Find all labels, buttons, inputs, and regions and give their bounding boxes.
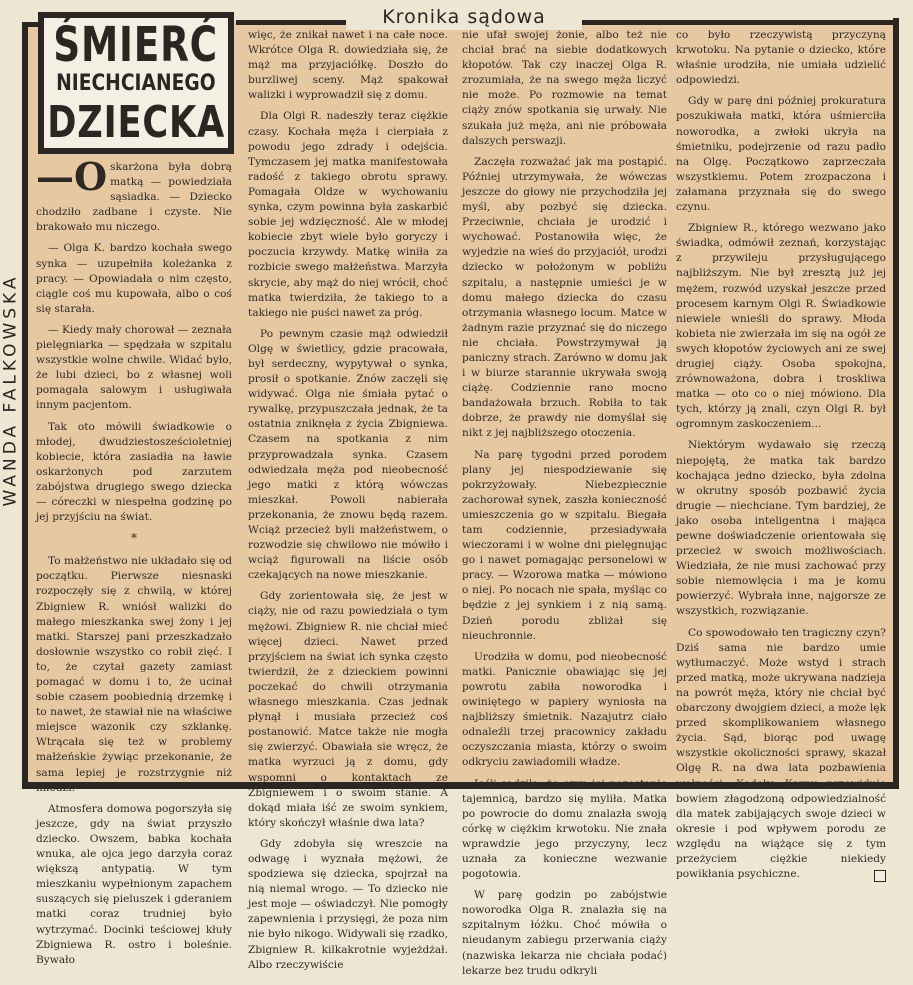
paragraph: więc, że znikał nawet i na całe noce. Wkrótce Olga R. dowiedziała się, że mąż ma przyjaciółkę. Doszło do burzliwej sceny. Mąż spakował walizki i wyprowadził się z domu.: [248, 29, 448, 102]
section-header: Kronika sądowa: [346, 4, 582, 30]
paragraph-final: [676, 626, 886, 883]
paragraph: Tak oto mówili świadkowie o młodej, dwudziestosześcioletniej kobiecie, która zasiadła na ławie oskarżonych pod zarzutem zabójstwa drugiego swego dziecka — córeczki w niespełna godzinę po jej przyjściu na świat.: [36, 420, 232, 524]
paragraph: Dla Olgi R. nadeszły teraz ciężkie czasy. Kochała męża i cierpiała z powodu jego zdrady i odejścia. Tymczasem jej matka manifestowała radość z takiego obrotu sprawy. Pomagała Oldze w wychowaniu synka, czym powinna była zaskarbić sobie jej wdzięczność. Ale w młodej kobiecie zbyt wiele było goryczy i poczucia krzywdy. Matkę winiła za rozbicie swego małżeństwa. Marzyła skrycie, aby mąż do niej wrócił, choć matka twierdziła, że takiego to a takiego nie puści nawet za próg.: [248, 110, 448, 319]
frame-border-top-right: [582, 20, 899, 25]
author-name: WANDA FALKOWSKA: [1, 273, 22, 507]
paragraph: Urodziła w domu, pod nieobecność matki. Panicznie obawiając się jej powrotu zabiła noworodka i owiniętego w papiery wyniosła na najbliższy śmietnik. Nazajutrz ciało odnaleźli trzej pracownicy zakładu oczyszczania miasta, którzy o swoim odkryciu zawiadomili władze.: [462, 650, 667, 769]
paragraph: nie ufał swojej żonie, albo też nie chciał brać na siebie dodatkowych kłopotów. Tak czy inaczej Olga R. zrozumiała, że na swego męża liczyć nie może. Po rozmowie na temat ciąży znów spotkania się urwały. Nie szukała już męża, ani nie próbowała dalszych perswazji.: [462, 29, 667, 147]
paragraph: — Olga K. bardzo kochała swego synka — uzupełniła koleżanka z pracy. — Opowiadała o nim często, ciągle coś mu kupowała, albo o coś się starała.: [36, 242, 232, 315]
paragraph: Po pewnym czasie mąż odwiedził Olgę w świetlicy, gdzie pracowała, był serdeczny, wypytywał o synka, prosił o spotkanie. Znów zaczęli się widywać. Olga nie śmiała pytać o rywalkę, przypuszczała jednak, że ta ostatnia zniknęła z życia Zbigniewa. Czasem na spotkania z nim przyprowadzała synka. Czasem odwiedzała męża pod nieobecność jego matki z którą wówczas mieszkał. Powoli nabierała przekonania, że znowu będą razem. Wciąż przecież byli małżeństwem, o rozwodzie się chwilowo nie mówiło i wciąż figurowali na liście osób czekających na nowe mieszkanie.: [248, 327, 448, 582]
paragraph: Jeśli sądziła, że czyn jej pozostanie tajemnicą, bardzo się myliła. Matka po powrocie do domu znalazła swoją córkę w ciężkim krwotoku. Nie znała wprawdzie jego przyczyny, lecz uznała za konieczne wezwanie pogotowia.: [462, 777, 667, 881]
paragraph: Gdy zorientowała się, że jest w ciąży, nie od razu powiedziała o tym mężowi. Zbigniew R. nie chciał mieć więcej dzieci. Nawet przed przyjściem na świat ich synka często twierdził, że z dzieckiem powinni poczekać do chwili otrzymania własnego mieszkania. Czas jednak płynął i musiała przecież coś postanowić. Matce także nie mogła się zwierzyć. Obawiała sie wręcz, że matka wyrzuci ją z domu, gdy wspomni o kontaktach ze Zbigniewem i o swoim stanie. A dokąd miała iść ze swoim synkiem, który skończył właśnie dwa lata?: [248, 590, 448, 829]
headline-line-2: NIECHCIANEGO: [56, 71, 216, 96]
paragraph: Gdy w parę dni później prokuratura poszukiwała matki, która uśmierciła noworodka, a zwłoki ukryła na śmietniku, podejrzenie od razu padło na Olgę. Początkowo zaprzeczała wszystkiemu. Potem zrozpaczona i załamana przyznała się do swego czynu.: [676, 95, 886, 214]
paragraph: Gdy zdobyła się wreszcie na odwagę i wyznała mężowi, że spodziewa się dziecka, spojrzał na nią niemal wrogo. — To dziecko nie jest moje — oświadczył. Nie pomogły zapewnienia i przysięgi, że poza nim nie było nikogo. Widywali się rzadko, Zbigniew R. kilkakrotnie wyjeżdżał. Albo rzeczywiście: [248, 837, 448, 971]
article-column-1: [36, 154, 232, 974]
section-separator: *: [131, 531, 137, 546]
frame-border-right: [893, 18, 899, 789]
paragraph: Zbigniew R., którego wezwano jako świadka, odmówił zeznań, korzystając z przywileju przysługującego najbliższym. Nie był zresztą już jej mężem, rozwód uzyskał jeszcze przed procesem karnym Olgi R. Świadkowie niewiele wnieśli do sprawy. Młoda kobieta nie zwierzała im się na ogół ze swych kłopotów życiowych ani ze swej drugiej ciąży. Osoba spokojna, zrównoważona, dobra i troskliwa matka — oto co o niej mówiono. Dla tych, którzy ją znali, czyn Olgi R. był ogromnym zaskoczeniem...: [676, 222, 886, 431]
paragraph: co było rzeczywistą przyczyną krwotoku. Na pytanie o dziecko, które właśnie urodziła, nie umiała udzielić odpowiedzi.: [676, 29, 886, 87]
paragraph: Niektórym wydawało się rzeczą niepojętą, że matka tak bardzo kochająca jedno dziecko, była zdolna w okrutny sposób pozbawić życia drugie — niechciane. Tym bardziej, że jako osoba inteligentna i mająca pewne doświadczenie orientowała się przecież w swoich możliwościach. Wiedziała, że nie musi zachować przy sobie niemowlęcia i ma je komu powierzyć. Wybrała inne, najgorsze ze wszystkich, rozwiązanie.: [676, 439, 886, 618]
paragraph: W parę godzin po zabójstwie noworodka Olga R. znalazła się na szpitalnym łóżku. Choć mówiła o nieudanym zabiegu przerwania ciąży (nazwiska lekarza nie chciała podać) lekarze bez trudu odkryli: [462, 889, 667, 977]
frame-border-top-middle: [236, 20, 346, 25]
article-column-3: [462, 28, 667, 985]
article-column-2: [248, 28, 448, 979]
lead-paragraph: [36, 154, 232, 235]
frame-border-left: [22, 22, 28, 788]
lead-text: skarżona była dobrą matką — powiedziała sąsiadka. — Dziecko chodziło zadbane i czyste. Nie brakowało mu niczego.: [36, 161, 232, 234]
paragraph: To małżeństwo nie układało się od początku. Pierwsze niesnaski rozpoczęły się z chwilą, w której Zbigniew R. wniósł walizki do małego mieszkanka swej żony i jej matki. Starszej pani przeszkadzało dosłownie wszystko co robił zięć. I to, że czytał gazety zamiast pomagać w domu i to, że ucinał sobie czasem poobiednią drzemkę i to nawet, że stawiał nie na właściwe miejsce wazonik czy szklankę. Wtrącała się też w problemy małżeńskie żywiąc przekonanie, że sama lepiej je rozstrzygnie niż młodzi.: [36, 555, 232, 794]
end-of-article-square-icon: [874, 870, 886, 882]
paragraph: Atmosfera domowa pogorszyła się jeszcze, gdy na świat przyszło dziecko. Owszem, babka kochała wnuka, ale ojca jego darzyła coraz większą antypatią. W tym mieszkaniu wypełnionym zapachem suszących się pieluszek i gderaniem matki coraz trudniej było wytrzymać. Docinki teściowej kłuły Zbigniewa R. ostro i boleśnie. Bywało: [36, 802, 232, 966]
author-byline: [0, 160, 22, 620]
headline-line-3: DZIECKA: [47, 97, 225, 148]
final-paragraph-text: Co spowodowało ten tragiczny czyn? Dziś sama nie bardzo umie wytłumaczyć. Może wstyd i strach przed matką, może ukrywana nadzieja na powrót męża, który nie chciał być obarczony dwojgiem dzieci, a może lęk przed skomplikowaniem własnego życia. Sąd, biorąc pod uwagę wszystkie okoliczności sprawy, skazał Olgę R. na dwa lata pozbawienia wolności. Kodeks Karny przewiduje bowiem złagodzoną odpowiedzialność dla matek zabijających swoje dzieci w okresie i pod wpływem porodu ze względu na wiążące się z tym przeżyciem ciężkie niekiedy powikłania psychiczne.: [676, 626, 886, 881]
headline-box: [38, 12, 234, 154]
article-column-4: [676, 28, 886, 888]
headline-line-1: ŚMIERĆ: [53, 17, 219, 73]
paragraph: Zaczęła rozważać jak ma postąpić. Później utrzymywała, że wówczas jeszcze do głowy nie przychodziła jej myśl, aby pozbyć się dziecka. Przeciwnie, chciała je urodzić i wychować. Postanowiła więc, że wyjedzie na wieś do przyjaciół, urodzi dziecko w położonym w pobliżu szpitalu, a następnie umieści je w domu małego dziecka do czasu otrzymania własnego locum. Matce w żadnym razie przyznać się do niczego nie chciała. Powstrzymywał ją paniczny strach. Zarówno w domu jak i w biurze starannie ukrywała swoją ciążę. Codziennie rano mocno bandażowała brzuch. Robiła to tak dobrze, że prawdy nie domyślał się nikt z jej najbliższego otoczenia.: [462, 155, 667, 440]
paragraph: Na parę tygodni przed porodem plany jej niespodziewanie się pokrzyżowały. Niebezpiecznie zachorował synek, zaszła konieczność umieszczenia go w szpitalu. Biegała tam codziennie, przesiadywała wieczorami i w wolne dni pielęgnując go i nawet pomagając personelowi w pracy. — Wzorowa matka — mówiono o niej. Po nocach nie spała, myśląc co będzie z jej synkiem i z nią samą. Dzień porodu zbliżał się nieuchronnie.: [462, 448, 667, 642]
paragraph: — Kiedy mały chorował — zeznała pielęgniarka — spędzała w szpitalu wszystkie wolne chwile. Widać było, że lubi dzieci, bo z własnej woli pomagała salowym i usługiwała innym pacjentom.: [36, 323, 232, 412]
drop-cap: —O: [36, 154, 108, 199]
